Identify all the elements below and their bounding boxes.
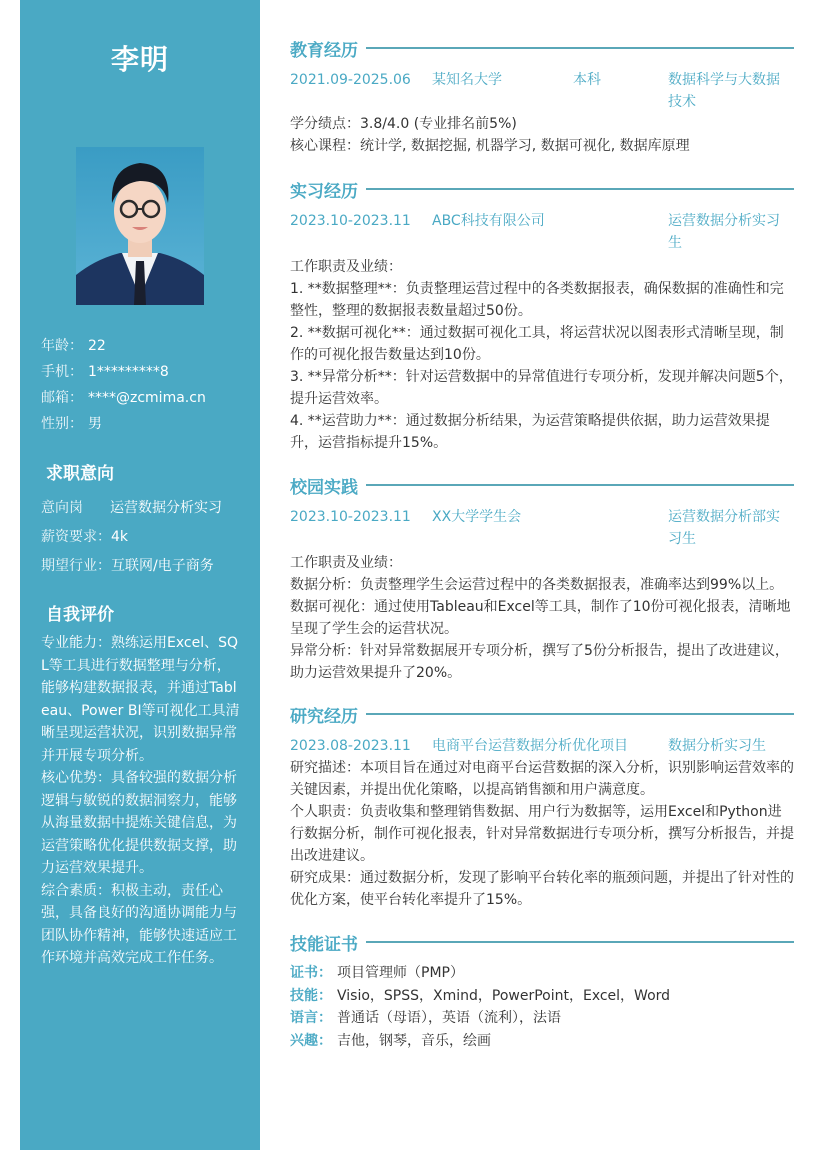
campus-section [290,472,794,684]
skills-section [290,929,794,1052]
divider [366,484,794,486]
job-intent [41,495,222,582]
internship-date: 2023.10-2023.11 [290,213,411,229]
divider [366,941,794,943]
sidebar [20,0,260,1150]
skill-row-certificate [290,962,794,985]
candidate-name: 李明 [110,43,169,76]
research-details [290,757,794,911]
skills-value: Visio，SPSS，Xmind，PowerPoint，Excel，Word [337,987,671,1004]
intent-position [41,495,222,524]
certificate-label: 证书： [290,965,332,981]
portrait-photo [76,147,204,305]
section-header [290,472,794,498]
self-eval [41,632,243,970]
education-school: 某知名大学 [432,72,502,88]
skill-row-languages [290,1007,794,1030]
section-header [290,701,794,727]
education-degree: 本科 [573,72,601,88]
intent-industry [41,553,222,582]
duty-item: 数据分析：负责整理学生会运营过程中的各类数据报表，准确率达到99%以上。 [290,577,784,593]
skills-label: 技能： [290,987,332,1004]
industry-value: 互联网/电子商务 [111,558,214,574]
campus-title: 校园实践 [290,477,358,498]
job-intent-title: 求职意向 [46,464,114,484]
skill-row-skills [290,985,794,1008]
self-eval-skills: 专业能力：熟练运用Excel、SQL等工具进行数据整理与分析，能够构建数据报表，并通过Tableau、Power BI等可视化工具清晰呈现运营状况，识别数据异常并开展专项分析。 [41,635,240,764]
research-title: 研究经历 [290,706,358,727]
divider [366,188,794,190]
education-date: 2021.09-2025.06 [290,72,411,88]
self-eval-strengths: 核心优势：具备较强的数据分析逻辑与敏锐的数据洞察力，能够从海量数据中提炼关键信息，为运营策略优化提供数据支撑，助力运营效果提升。 [41,770,237,876]
duty-item: 数据可视化：通过使用Tableau和Excel等工具，制作了10份可视化报表，清晰地呈现了学生会的运营状况。 [290,599,791,637]
internship-section [290,176,794,454]
research-responsibility: 个人职责：负责收集和整理销售数据、用户行为数据等，运用Excel和Python进行数据分析，制作可视化报表，针对异常数据进行专项分析，撰写分析报告，并提出改进建议。 [290,804,794,864]
section-header [290,929,794,955]
phone-value: 1*********8 [88,364,169,380]
duty-item: 4. **运营助力**：通过数据分析结果，为运营策略提供依据，助力运营效果提升，运营指标提升15%。 [290,413,770,451]
research-project: 电商平台运营数据分析优化项目 [432,738,628,754]
languages-value: 普通话（母语），英语（流利），法语 [337,1010,561,1026]
campus-org: XX大学学生会 [432,509,522,525]
internship-company: ABC科技有限公司 [432,213,545,229]
research-date: 2023.08-2023.11 [290,738,411,754]
info-email [41,385,206,411]
gpa-line: 学分绩点：3.8/4.0 (专业排名前5%) [290,116,517,132]
email-value: ****@zcmima.cn [88,390,206,406]
skills-list [290,962,794,1052]
skill-row-interests [290,1030,794,1053]
campus-entry-header [290,506,794,550]
age-label: 年龄： [41,338,83,354]
research-result: 研究成果：通过数据分析，发现了影响平台转化率的瓶颈问题，并提出了针对性的优化方案，使平台转化率提升了15%。 [290,870,794,908]
research-section [290,701,794,911]
section-header [290,176,794,202]
research-entry-header [290,735,794,757]
gender-label: 性别： [41,416,83,432]
position-value: 运营数据分析实习 [110,500,222,516]
education-section [290,35,794,157]
internship-entry-header [290,210,794,254]
salary-value: 4k [111,529,129,545]
duties-heading: 工作职责及业绩： [290,259,402,275]
section-header [290,35,794,61]
campus-details [290,552,794,684]
phone-label: 手机： [41,364,83,380]
info-age [41,333,206,359]
research-role: 数据分析实习生 [668,738,766,754]
campus-role: 运营数据分析部实习生 [668,509,780,547]
info-phone [41,359,206,385]
personal-info [41,333,206,437]
industry-label: 期望行业： [41,558,111,574]
duties-heading: 工作职责及业绩： [290,555,402,571]
interests-label: 兴趣： [290,1032,332,1049]
divider [366,47,794,49]
intent-salary [41,524,222,553]
certificate-value: 项目管理师（PMP） [337,965,464,981]
education-major: 数据科学与大数据技术 [668,72,780,110]
position-label: 意向岗 [41,500,83,516]
info-gender [41,411,206,437]
courses-line: 核心课程：统计学, 数据挖掘, 机器学习, 数据可视化, 数据库原理 [290,138,690,154]
self-eval-qualities: 综合素质：积极主动，责任心强，具备良好的沟通协调能力与团队协作精神，能够快速适应工作环境并高效完成工作任务。 [41,882,237,966]
languages-label: 语言： [290,1010,332,1026]
education-details [290,113,794,157]
research-description: 研究描述：本项目旨在通过对电商平台运营数据的深入分析，识别影响运营效率的关键因素，并提出优化策略，以提高销售额和用户满意度。 [290,760,794,798]
duty-item: 3. **异常分析**：针对运营数据中的异常值进行专项分析，发现并解决问题5个，提升运营效率。 [290,369,793,407]
campus-date: 2023.10-2023.11 [290,509,411,525]
divider [366,713,794,715]
education-entry-header [290,69,794,113]
internship-title: 实习经历 [290,181,358,202]
internship-role: 运营数据分析实习生 [668,213,780,251]
duty-item: 1. **数据整理**：负责整理运营过程中的各类数据报表，确保数据的准确性和完整性，整理的数据报表数量超过50份。 [290,281,784,319]
self-eval-title: 自我评价 [46,605,114,625]
salary-label: 薪资要求： [41,529,111,545]
education-title: 教育经历 [290,40,358,61]
duty-item: 2. **数据可视化**：通过数据可视化工具，将运营状况以图表形式清晰呈现，制作的可视化报告数量达到10份。 [290,325,784,363]
internship-details [290,256,794,454]
skills-title: 技能证书 [290,934,358,955]
email-label: 邮箱： [41,390,83,406]
gender-value: 男 [88,416,102,432]
duty-item: 异常分析：针对异常数据展开专项分析，撰写了5份分析报告，提出了改进建议，助力运营效果提升了20%。 [290,643,789,681]
age-value: 22 [88,338,106,354]
interests-value: 吉他，钢琴，音乐，绘画 [337,1032,491,1049]
